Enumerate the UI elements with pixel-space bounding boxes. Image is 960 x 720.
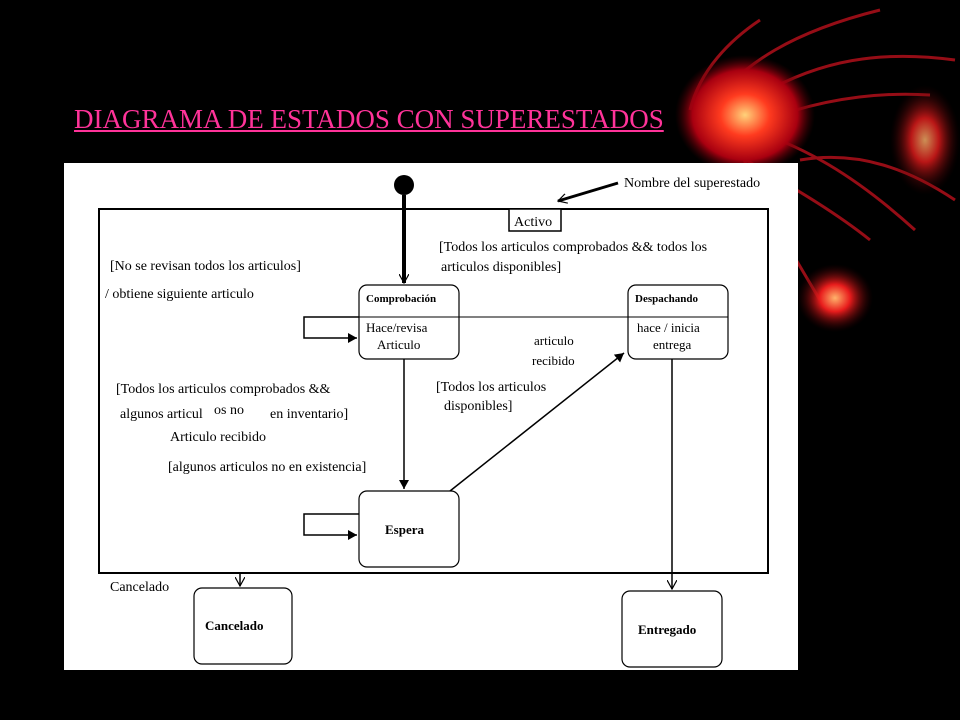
transition-espera-despachando	[450, 353, 624, 491]
state-diagram	[64, 163, 798, 670]
guard-todos-disponibles-2: disponibles]	[444, 399, 513, 414]
state-espera	[359, 491, 459, 567]
guard-no-existencia: [algunos articulos no en existencia]	[168, 460, 367, 475]
self-loop-espera	[304, 514, 359, 535]
state-despachando-activity-2: entrega	[653, 337, 692, 352]
slide-title: DIAGRAMA DE ESTADOS CON SUPERESTADOS	[74, 104, 664, 134]
event-articulo-1: articulo	[534, 333, 574, 348]
ornament-orb-large	[675, 55, 815, 175]
event-articulo-2: recibido	[532, 353, 575, 368]
state-comprobacion-activity-2: Articulo	[377, 337, 421, 352]
state-cancelado-name: Cancelado	[205, 618, 264, 633]
state-cancelado	[194, 588, 292, 664]
state-comprobacion-name: Comprobación	[366, 293, 437, 305]
state-despachando-name: Despachando	[635, 293, 698, 305]
action-obtiene-siguiente: / obtiene siguiente articulo	[105, 287, 254, 302]
ornament-orb-small	[797, 264, 873, 332]
guard-algunos-2b: os no	[214, 403, 244, 418]
ornament-orb-right	[890, 85, 960, 195]
superstate-note: Nombre del superestado	[624, 176, 761, 191]
guard-algunos-1: [Todos los articulos comprobados &&	[116, 382, 331, 397]
state-comprobacion-activity-1: Hace/revisa	[366, 320, 428, 335]
state-entregado-name: Entregado	[638, 622, 697, 637]
state-espera-name: Espera	[385, 522, 424, 537]
guard-todos-disponibles-1: [Todos los articulos	[436, 380, 547, 395]
state-despachando-activity-1: hace / inicia	[637, 320, 700, 335]
guard-todos-comprobados-1: [Todos los articulos comprobados && todos los	[439, 240, 708, 255]
initial-state	[394, 175, 414, 195]
event-cancelado: Cancelado	[110, 580, 170, 595]
event-articulo-recibido: Articulo recibido	[170, 430, 267, 445]
guard-algunos-2c: en inventario]	[270, 407, 349, 422]
guard-algunos-2a: algunos articul	[120, 407, 203, 422]
self-loop-comprobacion	[304, 317, 359, 338]
guard-todos-comprobados-2: articulos disponibles]	[441, 260, 562, 275]
state-despachando	[628, 285, 728, 359]
guard-no-revisan: [No se revisan todos los articulos]	[110, 259, 301, 274]
state-comprobacion	[359, 285, 459, 359]
superstate-name: Activo	[514, 215, 553, 230]
state-entregado	[622, 591, 722, 667]
note-arrow	[558, 183, 618, 201]
